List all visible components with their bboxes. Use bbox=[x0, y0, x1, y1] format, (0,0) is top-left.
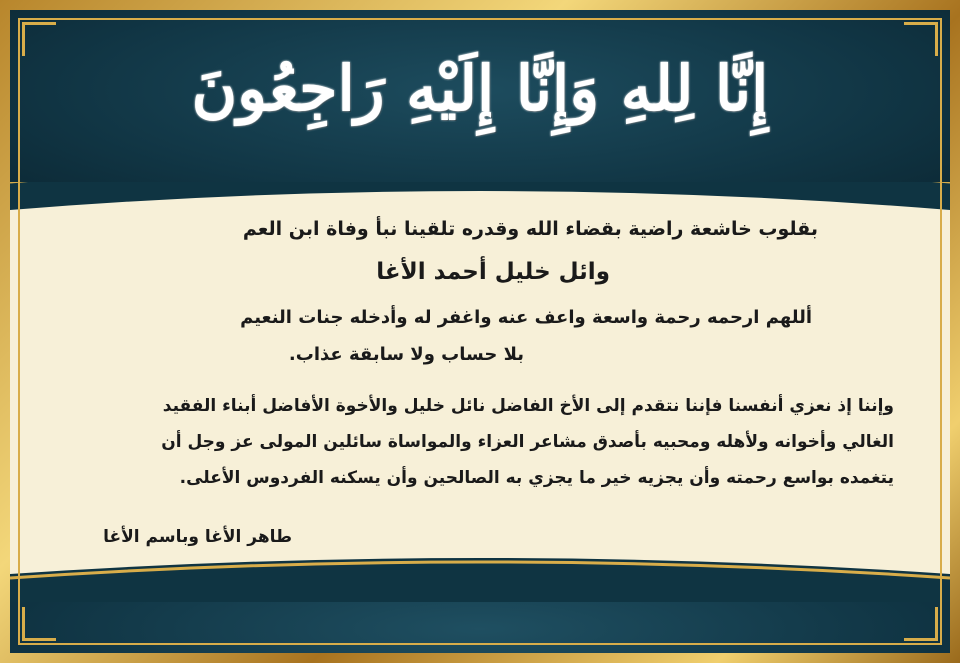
corner-ornament-bottom-left bbox=[22, 607, 56, 641]
condolence-line-3: يتغمده بواسع رحمته وأن يجزيه خير ما يجزي به الصالحين وأن يسكنه الفردوس الأعلى. bbox=[179, 468, 894, 488]
condolence-line-2: الغالي وأخوانه ولأهله ومحبيه بأصدق مشاعر العزاء والمواساة سائلين المولى عز وجل أن bbox=[161, 432, 894, 452]
corner-ornament-top-left bbox=[22, 22, 56, 56]
corner-ornament-top-right bbox=[904, 22, 938, 56]
signature: طاهر الأغا وباسم الأغا bbox=[103, 527, 292, 547]
intro-line: بقلوب خاشعة راضية بقضاء الله وقدره تلقينا نبأ وفاة ابن العم bbox=[242, 218, 818, 240]
deceased-name: وائل خليل أحمد الأغا bbox=[376, 259, 610, 285]
corner-ornament-bottom-right bbox=[904, 607, 938, 641]
quran-calligraphy: إِنَّا لِلهِ وَإِنَّا إِلَيْهِ رَاجِعُونَ bbox=[191, 52, 769, 125]
condolence-line-1: وإننا إذ نعزي أنفسنا فإننا نتقدم إلى الأخ الفاضل نائل خليل والأخوة الأفاضل أبناء الفقيد bbox=[162, 396, 894, 416]
prayer-line-2: بلا حساب ولا سابقة عذاب. bbox=[288, 344, 524, 365]
prayer-line-1: أللهم ارحمه رحمة واسعة واعف عنه واغفر له وأدخله جنات النعيم bbox=[240, 307, 812, 328]
